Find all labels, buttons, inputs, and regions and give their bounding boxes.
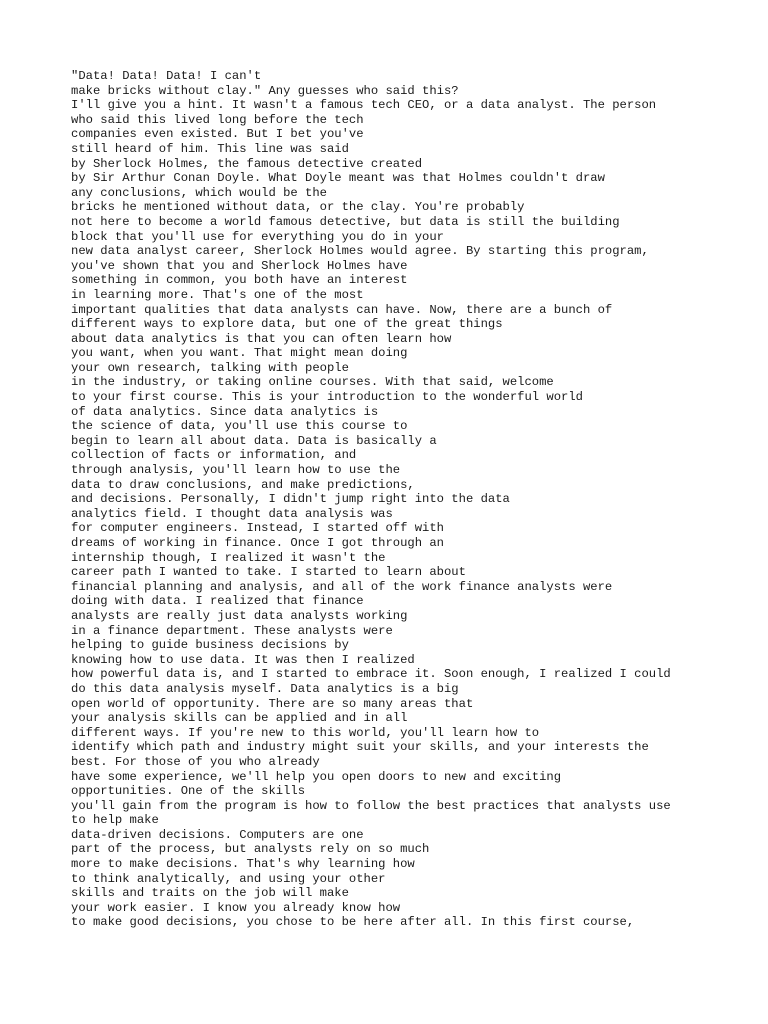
transcript-line: something in common, you both have an interest — [71, 273, 408, 288]
transcript-line: to help make — [71, 813, 159, 828]
transcript-line: to think analytically, and using your other — [71, 871, 386, 886]
transcript-line: and decisions. Personally, I didn't jump right into the data — [71, 492, 510, 507]
transcript-line: identify which path and industry might suit your skills, and your interests the — [71, 740, 649, 755]
transcript-line: in a finance department. These analysts were — [71, 623, 393, 638]
transcript-line: I'll give you a hint. It wasn't a famous tech CEO, or a data analyst. The person — [71, 98, 657, 113]
transcript-line: dreams of working in finance. Once I got through an — [71, 536, 444, 550]
transcript-line: begin to learn all about data. Data is basically a — [71, 433, 437, 448]
transcript-line: different ways. If you're new to this world, you'll learn how to — [71, 725, 540, 740]
transcript-line: in learning more. That's one of the most — [71, 287, 364, 302]
transcript-line: companies even existed. But I bet you've — [71, 127, 364, 142]
transcript-line: your work easier. I know you already know how — [71, 900, 401, 915]
transcript-line: important qualities that data analysts can have. Now, there are a bunch of — [71, 302, 613, 317]
transcript-line: analysts are really just data analysts working — [71, 608, 408, 623]
transcript-line: analytics field. I thought data analysis was — [71, 506, 393, 521]
transcript-line: any conclusions, which would be the — [71, 185, 327, 200]
transcript-line: internship though, I realized it wasn't the — [71, 550, 386, 565]
transcript-line: by Sherlock Holmes, the famous detective created — [71, 156, 423, 171]
transcript-line: knowing how to use data. It was then I realized — [71, 652, 415, 667]
transcript-line: collection of facts or information, and — [71, 448, 357, 463]
transcript-line: by Sir Arthur Conan Doyle. What Doyle meant was that Holmes couldn't draw — [71, 171, 605, 186]
transcript-line: new data analyst career, Sherlock Holmes would agree. By starting this program, — [71, 244, 649, 259]
transcript-line: your analysis skills can be applied and in all — [71, 711, 408, 726]
transcript-line: you'll gain from the program is how to follow the best practices that analysts use — [71, 798, 671, 813]
transcript-line: of data analytics. Since data analytics is — [71, 404, 379, 419]
transcript-line: about data analytics is that you can often learn how — [71, 331, 452, 346]
transcript-line: doing with data. I realized that finance — [71, 594, 364, 609]
transcript-line: opportunities. One of the skills — [71, 784, 306, 799]
transcript-line: different ways to explore data, but one of the great things — [71, 317, 503, 332]
transcript-line: your own research, talking with people — [71, 360, 349, 375]
transcript-line: open world of opportunity. There are so many areas that — [71, 696, 474, 711]
transcript-line: in the industry, or taking online courses. With that said, welcome — [71, 375, 554, 390]
transcript-line: not here to become a world famous detective, but data is still the building — [71, 214, 620, 229]
transcript-line: career path I wanted to take. I started to learn about — [71, 565, 466, 580]
transcript-line: through analysis, you'll learn how to use the — [71, 463, 401, 478]
transcript-line: block that you'll use for everything you do in your — [71, 229, 444, 244]
transcript-line: who said this lived long before the tech — [71, 112, 364, 127]
transcript-line: you've shown that you and Sherlock Holmes have — [71, 258, 408, 273]
transcript-line: you want, when you want. That might mean doing — [71, 346, 408, 361]
transcript-line: to your first course. This is your introduction to the wonderful world — [71, 390, 583, 405]
transcript-line: data to draw conclusions, and make predictions, — [71, 477, 415, 492]
transcript-line: how powerful data is, and I started to embrace it. Soon enough, I realized I could — [71, 667, 671, 682]
transcript-line: still heard of him. This line was said — [71, 141, 349, 156]
transcript-line: have some experience, we'll help you open doors to new and exciting — [71, 769, 562, 784]
transcript-line: bricks he mentioned without data, or the clay. You're probably — [71, 200, 525, 215]
transcript-line: part of the process, but analysts rely on so much — [71, 842, 430, 857]
transcript-line: helping to guide business decisions by — [71, 638, 349, 653]
transcript-line: "Data! Data! Data! I can't — [71, 69, 262, 83]
transcript-line: the science of data, you'll use this course to — [71, 419, 408, 434]
transcript-line: do this data analysis myself. Data analytics is a big — [71, 681, 459, 696]
transcript-line: data-driven decisions. Computers are one — [71, 827, 364, 842]
transcript-text — [71, 69, 751, 930]
transcript-line: more to make decisions. That's why learning how — [71, 857, 415, 872]
transcript-line: make bricks without clay." Any guesses who said this? — [71, 83, 459, 98]
transcript-line: skills and traits on the job will make — [71, 886, 349, 901]
transcript-line: best. For those of you who already — [71, 754, 320, 769]
transcript-line: financial planning and analysis, and all of the work finance analysts were — [71, 579, 613, 594]
transcript-line: to make good decisions, you chose to be here after all. In this first course, — [71, 915, 635, 930]
transcript-line: for computer engineers. Instead, I started off with — [71, 521, 444, 536]
